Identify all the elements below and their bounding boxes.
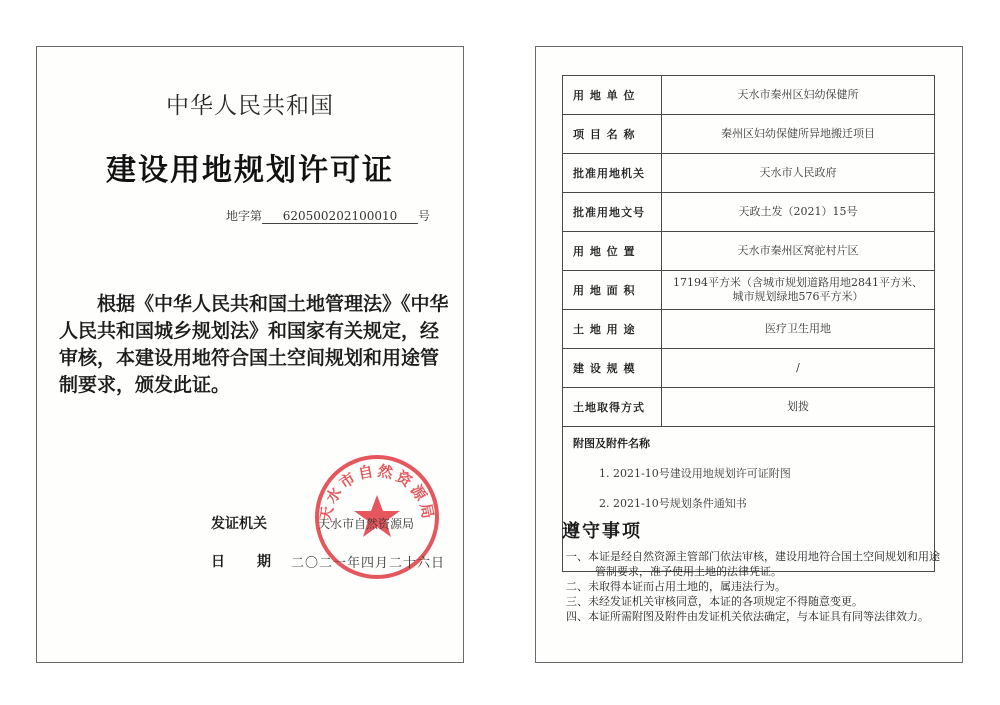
row-label: 用 地 位 置	[563, 232, 662, 271]
table-row	[563, 115, 935, 154]
country-heading: 中华人民共和国	[166, 93, 334, 119]
row-value: /	[662, 349, 935, 388]
row-value: 天政土发（2021）15号	[662, 193, 935, 232]
attachments-title: 附图及附件名称	[573, 437, 650, 450]
row-label: 用 地 面 积	[563, 271, 662, 310]
issuer-label: 发证机关	[211, 516, 267, 532]
table-row	[563, 232, 935, 271]
notes-list	[566, 549, 941, 624]
table-row	[563, 76, 935, 115]
certificate-right-page	[535, 46, 963, 663]
row-label: 建 设 规 模	[563, 349, 662, 388]
row-label: 批准用地文号	[563, 193, 662, 232]
number-prefix: 地字第	[226, 209, 263, 223]
land-info-table	[562, 75, 935, 572]
certificate-left-page	[36, 46, 464, 663]
note-item: 二、未取得本证而占用土地的，属违法行为。	[566, 580, 786, 593]
note-item: 四、本证所需附图及附件由发证机关依法确定，与本证具有同等法律效力。	[566, 610, 929, 623]
row-value: 划拨	[662, 388, 935, 427]
certificate-number-row	[226, 207, 430, 224]
row-label: 批准用地机关	[563, 154, 662, 193]
row-value: 秦州区妇幼保健所异地搬迁项目	[662, 115, 935, 154]
certificate-title: 建设用地规划许可证	[106, 153, 394, 188]
certificate-body-text: 根据《中华人民共和国土地管理法》《中华人民共和国城乡规划法》和国家有关规定，经审核，本建设用地符合国土空间规划和用途管制要求，颁发此证。	[59, 293, 449, 396]
issue-date: 二〇二一年四月二十六日	[291, 556, 446, 571]
note-item: 一、本证是经自然资源主管部门依法审核，建设用地符合国土空间规划和用途管制要求，准予使用土地的法律凭证。	[566, 550, 940, 578]
attachment-item: 1. 2021-10号建设用地规划许可证附图	[599, 467, 791, 480]
row-value: 医疗卫生用地	[662, 310, 935, 349]
number-suffix: 号	[418, 209, 431, 223]
row-label: 项 目 名 称	[563, 115, 662, 154]
row-value: 17194平方米（含城市规划道路用地2841平方米、城市规划绿地576平方米）	[662, 271, 935, 310]
table-row	[563, 271, 935, 310]
row-label: 土地取得方式	[563, 388, 662, 427]
table-row	[563, 193, 935, 232]
row-value: 天水市秦州区窝驼村片区	[662, 232, 935, 271]
notes-title: 遵守事项	[562, 521, 642, 542]
table-row	[563, 154, 935, 193]
row-label: 用 地 单 位	[563, 76, 662, 115]
note-item: 三、未经发证机关审核同意，本证的各项规定不得随意变更。	[566, 595, 863, 608]
row-label: 土 地 用 途	[563, 310, 662, 349]
attachment-item: 2. 2021-10号规划条件通知书	[599, 497, 747, 510]
row-value: 天水市秦州区妇幼保健所	[662, 76, 935, 115]
svg-text:天水市自然资源局: 天水市自然资源局	[316, 461, 438, 523]
table-row	[563, 388, 935, 427]
table-row	[563, 310, 935, 349]
certificate-number: 620500202100010	[262, 209, 418, 224]
table-row	[563, 349, 935, 388]
issuer-value: 天水市自然资源局	[318, 517, 415, 531]
row-value: 天水市人民政府	[662, 154, 935, 193]
date-label: 日期	[211, 554, 303, 570]
